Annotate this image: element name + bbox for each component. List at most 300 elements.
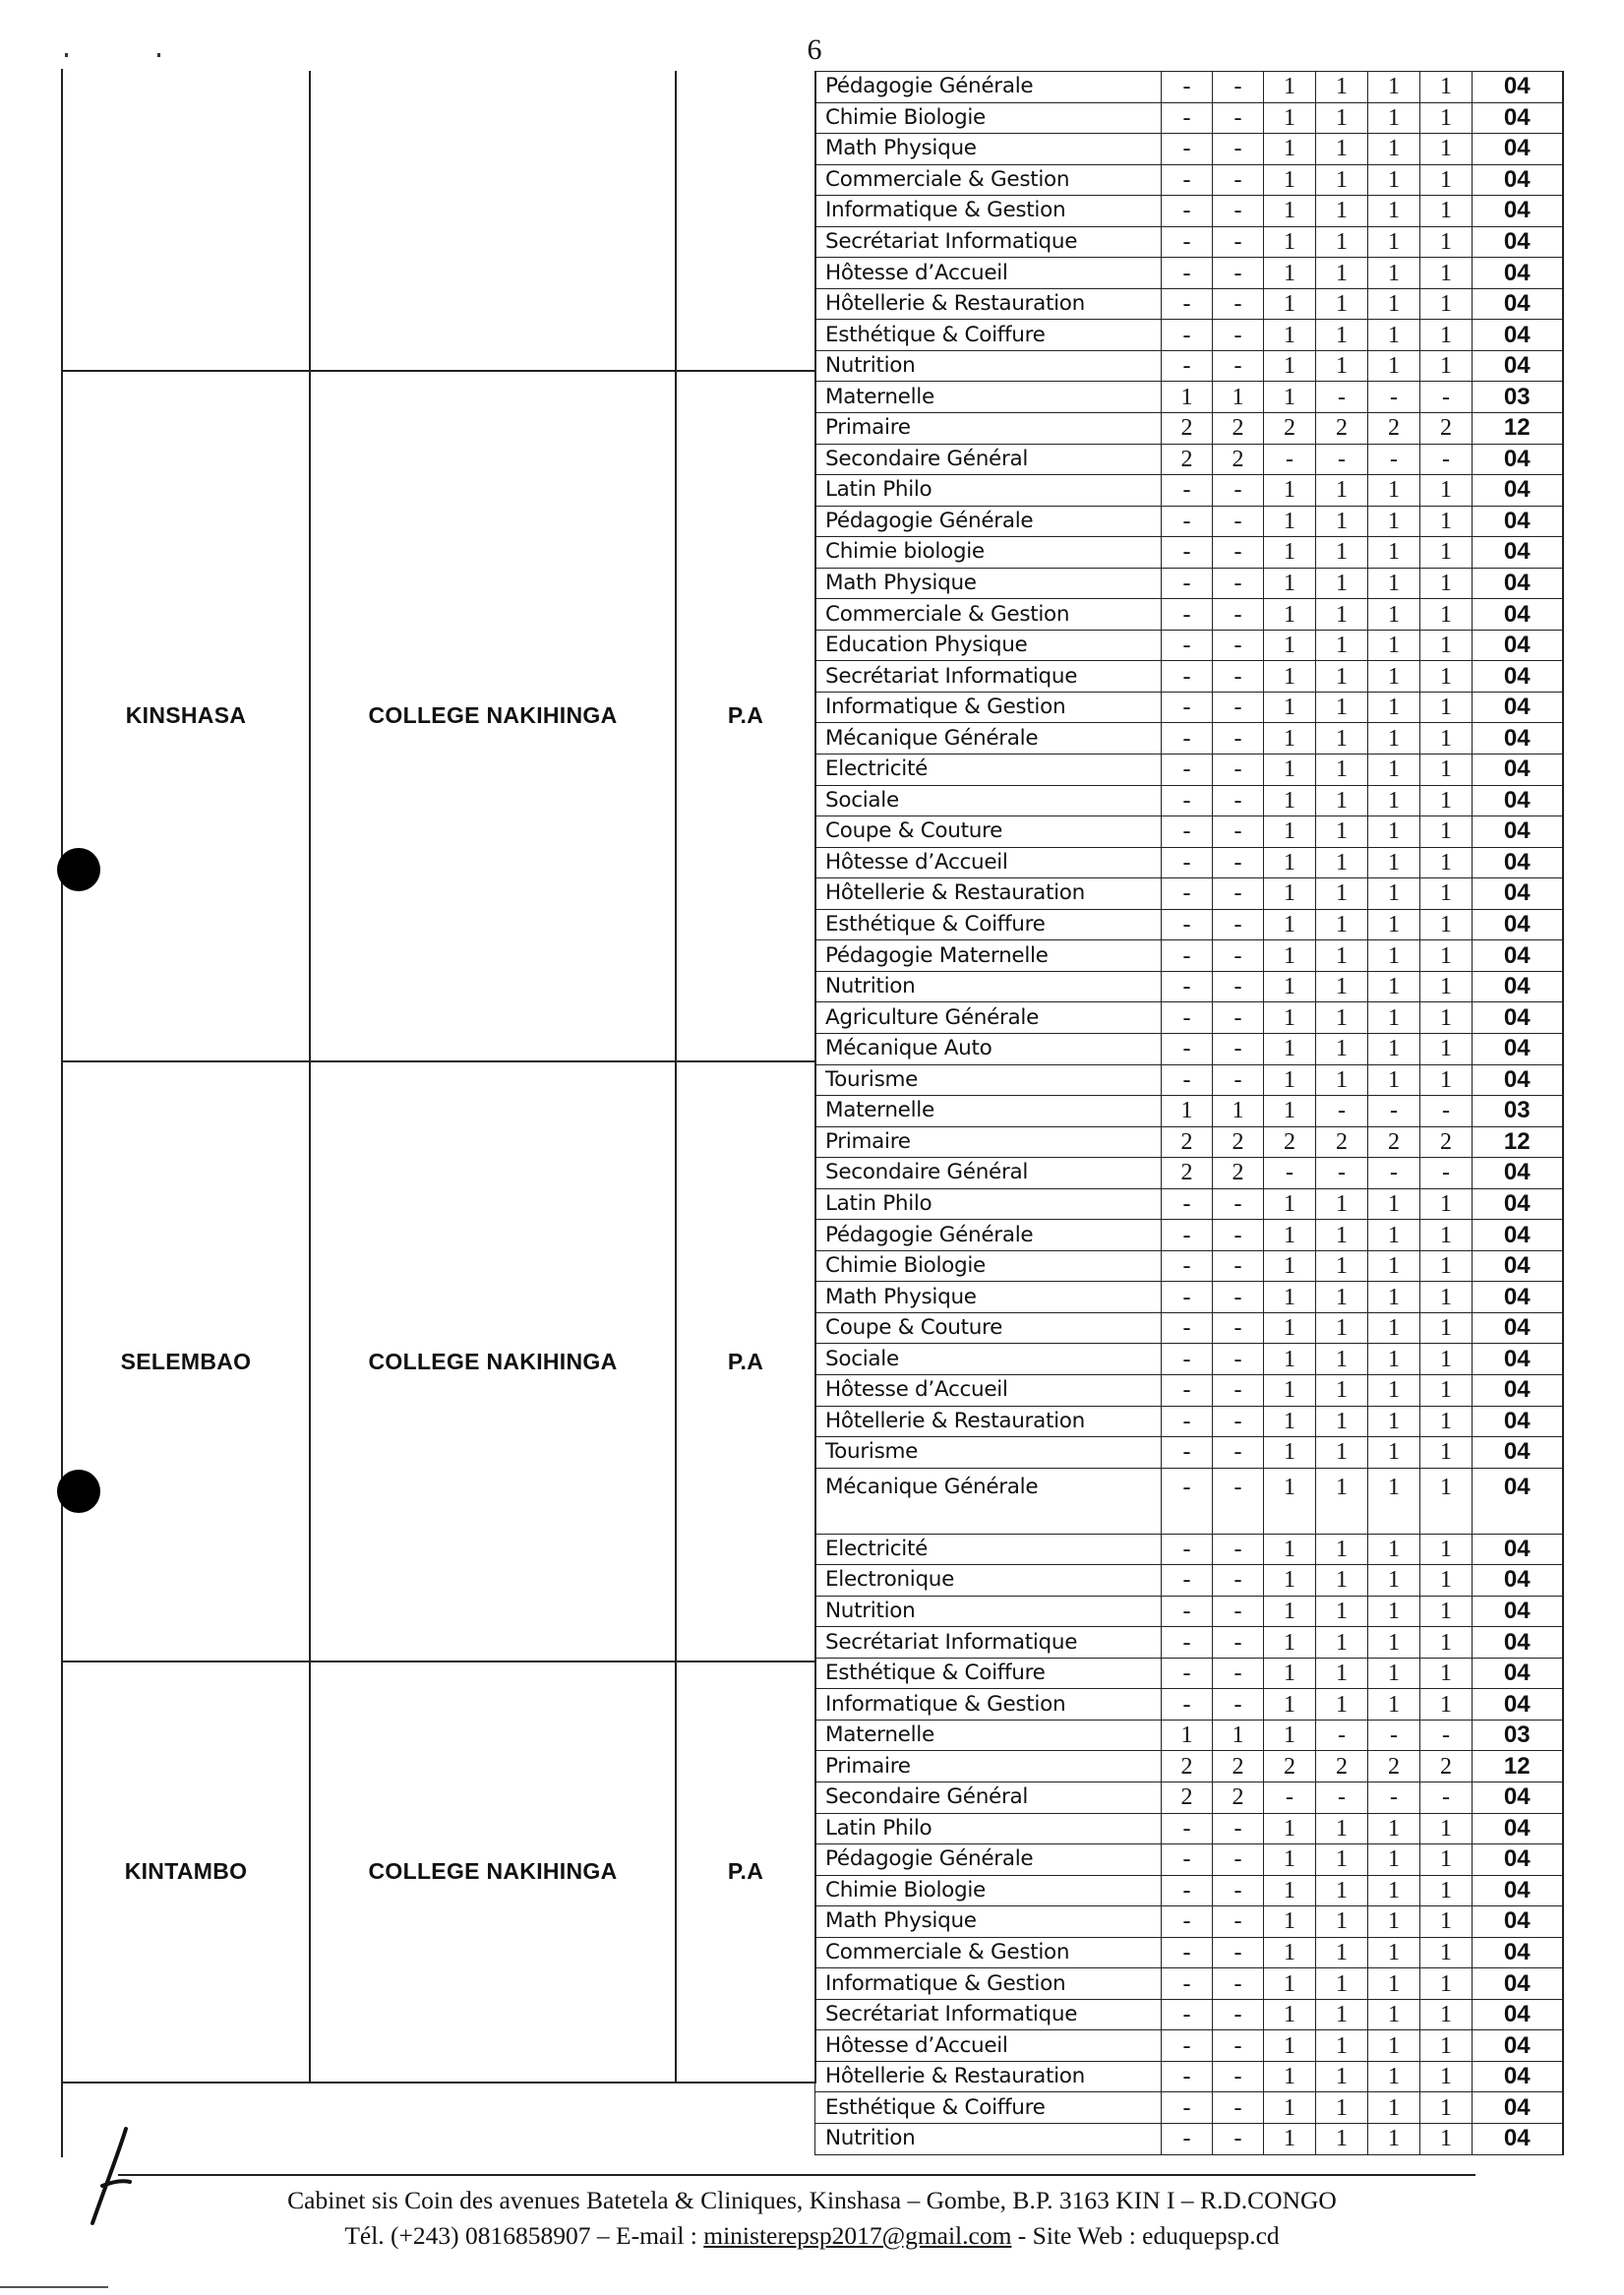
class-count: 1 bbox=[1420, 785, 1473, 816]
class-count: - bbox=[1162, 971, 1213, 1002]
class-count: - bbox=[1213, 1220, 1264, 1251]
punch-hole bbox=[57, 848, 100, 891]
class-count: - bbox=[1162, 1406, 1213, 1437]
option-name: Electronique bbox=[815, 1565, 1162, 1597]
row-total: 04 bbox=[1473, 1002, 1563, 1034]
class-count: 1 bbox=[1316, 1437, 1368, 1469]
option-name: Tourisme bbox=[815, 1437, 1162, 1469]
class-count: 1 bbox=[1264, 134, 1316, 165]
class-count: 1 bbox=[1264, 537, 1316, 569]
row-total: 04 bbox=[1473, 1906, 1563, 1938]
class-count: 1 bbox=[1264, 258, 1316, 289]
class-count: 1 bbox=[1264, 288, 1316, 320]
class-count: - bbox=[1213, 630, 1264, 661]
class-count: - bbox=[1162, 1813, 1213, 1844]
row-total: 12 bbox=[1473, 1751, 1563, 1782]
class-count: - bbox=[1162, 1344, 1213, 1375]
row-total: 04 bbox=[1473, 816, 1563, 848]
class-count: - bbox=[1213, 134, 1264, 165]
class-count: 1 bbox=[1316, 1312, 1368, 1344]
class-count: 2 bbox=[1162, 1782, 1213, 1813]
class-count: 1 bbox=[1264, 1937, 1316, 1968]
row-total: 04 bbox=[1473, 475, 1563, 507]
table-row bbox=[815, 2092, 1563, 2124]
class-count: 1 bbox=[1420, 102, 1473, 134]
option-name: Chimie Biologie bbox=[815, 1250, 1162, 1282]
option-name: Pédagogie Générale bbox=[815, 506, 1162, 537]
class-count: 1 bbox=[1420, 258, 1473, 289]
class-count: 1 bbox=[1368, 723, 1420, 755]
class-count: 1 bbox=[1420, 1437, 1473, 1469]
row-total: 04 bbox=[1473, 537, 1563, 569]
option-name: Primaire bbox=[815, 1751, 1162, 1782]
class-count: 1 bbox=[1368, 475, 1420, 507]
class-count: 1 bbox=[1316, 2030, 1368, 2062]
class-count: 1 bbox=[1162, 1720, 1213, 1751]
option-name: Secondaire Général bbox=[815, 1158, 1162, 1189]
class-count: - bbox=[1162, 630, 1213, 661]
class-count: 1 bbox=[1420, 723, 1473, 755]
class-count: 2 bbox=[1368, 1751, 1420, 1782]
class-count: 1 bbox=[1368, 72, 1420, 103]
option-name: Pédagogie Générale bbox=[815, 1844, 1162, 1876]
class-count: 1 bbox=[1420, 1033, 1473, 1064]
table-row bbox=[815, 1782, 1563, 1813]
option-name: Chimie Biologie bbox=[815, 1875, 1162, 1906]
class-count: 1 bbox=[1368, 1844, 1420, 1876]
table-row bbox=[815, 692, 1563, 723]
option-name: Hôtellerie & Restauration bbox=[815, 2061, 1162, 2092]
class-count: - bbox=[1213, 1188, 1264, 1220]
punch-hole bbox=[57, 1470, 100, 1513]
class-count: 1 bbox=[1264, 816, 1316, 848]
class-count: 1 bbox=[1420, 692, 1473, 723]
table-row bbox=[815, 1689, 1563, 1721]
class-count: 1 bbox=[1316, 909, 1368, 940]
class-count: 1 bbox=[1264, 599, 1316, 631]
regime-cell bbox=[677, 71, 816, 370]
row-total: 04 bbox=[1473, 1374, 1563, 1406]
row-total: 04 bbox=[1473, 847, 1563, 878]
class-count: - bbox=[1213, 1002, 1264, 1034]
class-count: 2 bbox=[1162, 413, 1213, 445]
option-name: Hôtellerie & Restauration bbox=[815, 288, 1162, 320]
class-count: - bbox=[1162, 1906, 1213, 1938]
option-name: Maternelle bbox=[815, 1720, 1162, 1751]
class-count: - bbox=[1162, 1968, 1213, 2000]
class-count: - bbox=[1162, 847, 1213, 878]
option-name: Secrétariat Informatique bbox=[815, 226, 1162, 258]
option-name: Math Physique bbox=[815, 568, 1162, 599]
class-count: - bbox=[1162, 1596, 1213, 1627]
class-count: - bbox=[1162, 1282, 1213, 1313]
table-row bbox=[815, 288, 1563, 320]
footer-contact bbox=[0, 2221, 1624, 2251]
class-count: 1 bbox=[1316, 816, 1368, 848]
class-count: 1 bbox=[1316, 1033, 1368, 1064]
class-count: - bbox=[1316, 1158, 1368, 1189]
option-name: Nutrition bbox=[815, 350, 1162, 382]
row-total: 04 bbox=[1473, 258, 1563, 289]
class-count: 1 bbox=[1420, 971, 1473, 1002]
row-total: 04 bbox=[1473, 723, 1563, 755]
city-cell: KINSHASA bbox=[63, 372, 311, 1061]
school-cell bbox=[311, 71, 677, 370]
class-count: 1 bbox=[1368, 134, 1420, 165]
option-name: Electricité bbox=[815, 755, 1162, 786]
class-count: 1 bbox=[1420, 1627, 1473, 1659]
class-count: 1 bbox=[1368, 258, 1420, 289]
row-total: 03 bbox=[1473, 1720, 1563, 1751]
class-count: 1 bbox=[1420, 2061, 1473, 2092]
class-count: 1 bbox=[1316, 1282, 1368, 1313]
class-count: 1 bbox=[1368, 2092, 1420, 2124]
class-count: 2 bbox=[1420, 1751, 1473, 1782]
class-count: - bbox=[1213, 1968, 1264, 2000]
class-count: 1 bbox=[1316, 102, 1368, 134]
table-row bbox=[815, 475, 1563, 507]
table-row bbox=[815, 568, 1563, 599]
class-count: 1 bbox=[1368, 599, 1420, 631]
class-count: 1 bbox=[1162, 382, 1213, 413]
table-row bbox=[815, 2030, 1563, 2062]
class-count: 1 bbox=[1264, 1312, 1316, 1344]
class-count: 1 bbox=[1368, 506, 1420, 537]
table-row bbox=[815, 878, 1563, 910]
regime-cell: P.A bbox=[677, 1662, 816, 2082]
table-row bbox=[815, 1468, 1563, 1534]
class-count: 1 bbox=[1368, 288, 1420, 320]
class-count: 1 bbox=[1213, 1720, 1264, 1751]
class-count: - bbox=[1162, 755, 1213, 786]
class-count: 1 bbox=[1368, 661, 1420, 693]
option-name: Esthétique & Coiffure bbox=[815, 2092, 1162, 2124]
row-total: 04 bbox=[1473, 1220, 1563, 1251]
option-name: Nutrition bbox=[815, 971, 1162, 1002]
class-count: 1 bbox=[1316, 1813, 1368, 1844]
option-name: Commerciale & Gestion bbox=[815, 599, 1162, 631]
class-count: - bbox=[1162, 940, 1213, 972]
class-count: - bbox=[1213, 692, 1264, 723]
table-row bbox=[815, 320, 1563, 351]
class-count: 1 bbox=[1264, 1344, 1316, 1375]
class-count: 1 bbox=[1264, 568, 1316, 599]
class-count: 1 bbox=[1264, 1689, 1316, 1721]
option-name: Coupe & Couture bbox=[815, 1312, 1162, 1344]
class-count: 1 bbox=[1368, 350, 1420, 382]
class-count: 1 bbox=[1264, 1406, 1316, 1437]
table-row bbox=[815, 1751, 1563, 1782]
option-name: Hôtesse d’Accueil bbox=[815, 258, 1162, 289]
class-count: - bbox=[1162, 1565, 1213, 1597]
table-row bbox=[815, 1033, 1563, 1064]
class-count: - bbox=[1162, 599, 1213, 631]
row-total: 04 bbox=[1473, 1875, 1563, 1906]
class-count: 1 bbox=[1162, 1096, 1213, 1127]
class-count: - bbox=[1162, 2092, 1213, 2124]
table-row bbox=[815, 1250, 1563, 1282]
class-count: 1 bbox=[1420, 1534, 1473, 1565]
page-number: 6 bbox=[807, 33, 822, 66]
class-count: 1 bbox=[1213, 382, 1264, 413]
row-total: 12 bbox=[1473, 1126, 1563, 1158]
row-total: 04 bbox=[1473, 1406, 1563, 1437]
class-count: 1 bbox=[1368, 1813, 1420, 1844]
class-count: 1 bbox=[1316, 1999, 1368, 2030]
class-count: 1 bbox=[1420, 1064, 1473, 1096]
class-count: 1 bbox=[1420, 878, 1473, 910]
class-count: - bbox=[1162, 1937, 1213, 1968]
row-total: 04 bbox=[1473, 568, 1563, 599]
option-name: Hôtesse d’Accueil bbox=[815, 2030, 1162, 2062]
class-count: - bbox=[1420, 444, 1473, 475]
class-count: - bbox=[1213, 785, 1264, 816]
class-count: 1 bbox=[1316, 1565, 1368, 1597]
class-count: - bbox=[1316, 1720, 1368, 1751]
footer-phone: Tél. (+243) 0816858907 – E-mail : bbox=[344, 2221, 704, 2250]
class-count: 1 bbox=[1420, 1596, 1473, 1627]
class-count: - bbox=[1213, 1627, 1264, 1659]
class-count: 1 bbox=[1264, 940, 1316, 972]
table-row bbox=[815, 258, 1563, 289]
signature-mark bbox=[79, 2125, 138, 2233]
table-row bbox=[815, 599, 1563, 631]
class-count: 1 bbox=[1264, 1188, 1316, 1220]
class-count: 1 bbox=[1316, 258, 1368, 289]
class-count: - bbox=[1213, 1406, 1264, 1437]
class-count: 2 bbox=[1213, 1126, 1264, 1158]
row-total: 04 bbox=[1473, 102, 1563, 134]
row-total: 04 bbox=[1473, 755, 1563, 786]
row-total: 04 bbox=[1473, 1689, 1563, 1721]
class-count: - bbox=[1213, 1374, 1264, 1406]
class-count: 1 bbox=[1420, 288, 1473, 320]
option-name: Maternelle bbox=[815, 382, 1162, 413]
class-count: - bbox=[1213, 723, 1264, 755]
class-count: 1 bbox=[1264, 475, 1316, 507]
table-row bbox=[815, 1875, 1563, 1906]
class-count: - bbox=[1213, 1312, 1264, 1344]
class-count: - bbox=[1162, 2061, 1213, 2092]
class-count: 1 bbox=[1264, 164, 1316, 196]
class-count: 1 bbox=[1420, 134, 1473, 165]
class-count: 1 bbox=[1420, 909, 1473, 940]
table-row bbox=[815, 350, 1563, 382]
option-name: Math Physique bbox=[815, 134, 1162, 165]
table-row bbox=[815, 1596, 1563, 1627]
class-count: 1 bbox=[1420, 568, 1473, 599]
option-name: Nutrition bbox=[815, 1596, 1162, 1627]
row-total: 04 bbox=[1473, 288, 1563, 320]
class-count: 1 bbox=[1316, 1689, 1368, 1721]
class-count: - bbox=[1420, 1096, 1473, 1127]
class-count: 1 bbox=[1420, 1002, 1473, 1034]
row-total: 04 bbox=[1473, 1188, 1563, 1220]
class-count: - bbox=[1213, 1596, 1264, 1627]
table-row bbox=[815, 537, 1563, 569]
class-count: - bbox=[1420, 1158, 1473, 1189]
class-count: - bbox=[1162, 1627, 1213, 1659]
class-count: - bbox=[1162, 1064, 1213, 1096]
class-count: - bbox=[1213, 847, 1264, 878]
table-row bbox=[815, 1158, 1563, 1189]
class-count: - bbox=[1368, 1158, 1420, 1189]
class-count: 1 bbox=[1316, 1002, 1368, 1034]
class-count: 1 bbox=[1420, 1875, 1473, 1906]
row-total: 04 bbox=[1473, 1064, 1563, 1096]
option-name: Agriculture Générale bbox=[815, 1002, 1162, 1034]
row-total: 04 bbox=[1473, 661, 1563, 693]
class-count: 1 bbox=[1316, 1596, 1368, 1627]
class-count: 1 bbox=[1368, 1064, 1420, 1096]
table-row bbox=[815, 72, 1563, 103]
class-count: 1 bbox=[1316, 1968, 1368, 2000]
class-count: - bbox=[1213, 1282, 1264, 1313]
class-count: - bbox=[1368, 382, 1420, 413]
class-count: 1 bbox=[1420, 1906, 1473, 1938]
class-count: - bbox=[1213, 72, 1264, 103]
class-count: 1 bbox=[1420, 1406, 1473, 1437]
class-count: - bbox=[1162, 909, 1213, 940]
row-total: 04 bbox=[1473, 164, 1563, 196]
class-count: 2 bbox=[1162, 444, 1213, 475]
table-row bbox=[815, 1002, 1563, 1034]
table-row bbox=[815, 1282, 1563, 1313]
class-count: - bbox=[1213, 1534, 1264, 1565]
class-count: - bbox=[1213, 1344, 1264, 1375]
class-count: 1 bbox=[1420, 1374, 1473, 1406]
class-count: 1 bbox=[1420, 320, 1473, 351]
row-total: 04 bbox=[1473, 692, 1563, 723]
allocation-table bbox=[61, 69, 1562, 2157]
class-count: - bbox=[1162, 1468, 1213, 1534]
class-count: - bbox=[1368, 444, 1420, 475]
row-total: 04 bbox=[1473, 630, 1563, 661]
table-row bbox=[815, 1220, 1563, 1251]
row-total: 04 bbox=[1473, 785, 1563, 816]
class-count: - bbox=[1316, 1782, 1368, 1813]
class-count: 1 bbox=[1368, 1282, 1420, 1313]
row-total: 04 bbox=[1473, 1937, 1563, 1968]
class-count: - bbox=[1162, 1658, 1213, 1689]
class-count: 1 bbox=[1420, 599, 1473, 631]
class-count: 1 bbox=[1420, 537, 1473, 569]
class-count: 1 bbox=[1368, 1374, 1420, 1406]
class-count: - bbox=[1213, 1658, 1264, 1689]
table-row bbox=[815, 1188, 1563, 1220]
class-count: 1 bbox=[1316, 1937, 1368, 1968]
class-count: 1 bbox=[1264, 506, 1316, 537]
class-count: 1 bbox=[1213, 1096, 1264, 1127]
class-count: 1 bbox=[1264, 1096, 1316, 1127]
class-count: 1 bbox=[1264, 1596, 1316, 1627]
table-row bbox=[815, 723, 1563, 755]
row-total: 04 bbox=[1473, 226, 1563, 258]
class-count: - bbox=[1213, 2092, 1264, 2124]
class-count: 1 bbox=[1420, 2124, 1473, 2155]
option-name: Math Physique bbox=[815, 1282, 1162, 1313]
row-total: 04 bbox=[1473, 1782, 1563, 1813]
class-count: 1 bbox=[1368, 1906, 1420, 1938]
option-name: Esthétique & Coiffure bbox=[815, 320, 1162, 351]
class-count: 2 bbox=[1162, 1751, 1213, 1782]
class-count: - bbox=[1162, 1220, 1213, 1251]
class-count: - bbox=[1213, 599, 1264, 631]
class-count: 1 bbox=[1368, 971, 1420, 1002]
class-count: - bbox=[1420, 1720, 1473, 1751]
option-name: Latin Philo bbox=[815, 475, 1162, 507]
class-count: - bbox=[1162, 2124, 1213, 2155]
class-count: 1 bbox=[1264, 1999, 1316, 2030]
class-count: 1 bbox=[1264, 847, 1316, 878]
option-name: Secondaire Général bbox=[815, 1782, 1162, 1813]
class-count: 1 bbox=[1264, 196, 1316, 227]
class-count: 1 bbox=[1316, 971, 1368, 1002]
class-count: - bbox=[1213, 350, 1264, 382]
class-count: 1 bbox=[1368, 1596, 1420, 1627]
table-row bbox=[815, 226, 1563, 258]
class-count: 1 bbox=[1368, 1658, 1420, 1689]
class-count: - bbox=[1162, 1374, 1213, 1406]
class-count: 1 bbox=[1368, 2030, 1420, 2062]
table-row bbox=[815, 1096, 1563, 1127]
class-count: 1 bbox=[1420, 1937, 1473, 1968]
options-grid bbox=[814, 71, 1564, 2155]
class-count: 2 bbox=[1264, 413, 1316, 445]
footer-email-link[interactable]: ministerepsp2017@gmail.com bbox=[703, 2221, 1012, 2250]
class-count: 2 bbox=[1316, 413, 1368, 445]
class-count: 1 bbox=[1420, 661, 1473, 693]
class-count: 1 bbox=[1368, 226, 1420, 258]
class-count: - bbox=[1213, 1875, 1264, 1906]
class-count: 1 bbox=[1368, 1220, 1420, 1251]
class-count: 1 bbox=[1420, 1689, 1473, 1721]
class-count: 1 bbox=[1264, 102, 1316, 134]
class-count: 1 bbox=[1420, 2092, 1473, 2124]
class-count: 1 bbox=[1368, 1033, 1420, 1064]
class-count: 1 bbox=[1316, 599, 1368, 631]
class-count: 1 bbox=[1368, 1875, 1420, 1906]
class-count: - bbox=[1162, 506, 1213, 537]
class-count: - bbox=[1213, 2061, 1264, 2092]
class-count: 1 bbox=[1264, 1844, 1316, 1876]
class-count: 1 bbox=[1264, 1658, 1316, 1689]
table-row bbox=[815, 1126, 1563, 1158]
class-count: 1 bbox=[1316, 630, 1368, 661]
option-name: Pédagogie Maternelle bbox=[815, 940, 1162, 972]
class-count: - bbox=[1162, 258, 1213, 289]
class-count: 1 bbox=[1316, 2061, 1368, 2092]
class-count: - bbox=[1162, 2030, 1213, 2062]
class-count: 1 bbox=[1316, 1906, 1368, 1938]
class-count: - bbox=[1316, 382, 1368, 413]
class-count: 1 bbox=[1420, 1658, 1473, 1689]
class-count: - bbox=[1162, 785, 1213, 816]
class-count: 1 bbox=[1316, 196, 1368, 227]
class-count: - bbox=[1213, 1468, 1264, 1534]
class-count: - bbox=[1162, 1002, 1213, 1034]
school-cell: COLLEGE NAKIHINGA bbox=[311, 1662, 677, 2082]
class-count: - bbox=[1213, 1250, 1264, 1282]
table-row bbox=[815, 1406, 1563, 1437]
class-count: 1 bbox=[1368, 785, 1420, 816]
table-row bbox=[815, 1937, 1563, 1968]
row-total: 04 bbox=[1473, 350, 1563, 382]
class-count: 1 bbox=[1420, 72, 1473, 103]
class-count: 1 bbox=[1264, 755, 1316, 786]
class-count: 1 bbox=[1264, 320, 1316, 351]
class-count: 1 bbox=[1264, 2061, 1316, 2092]
